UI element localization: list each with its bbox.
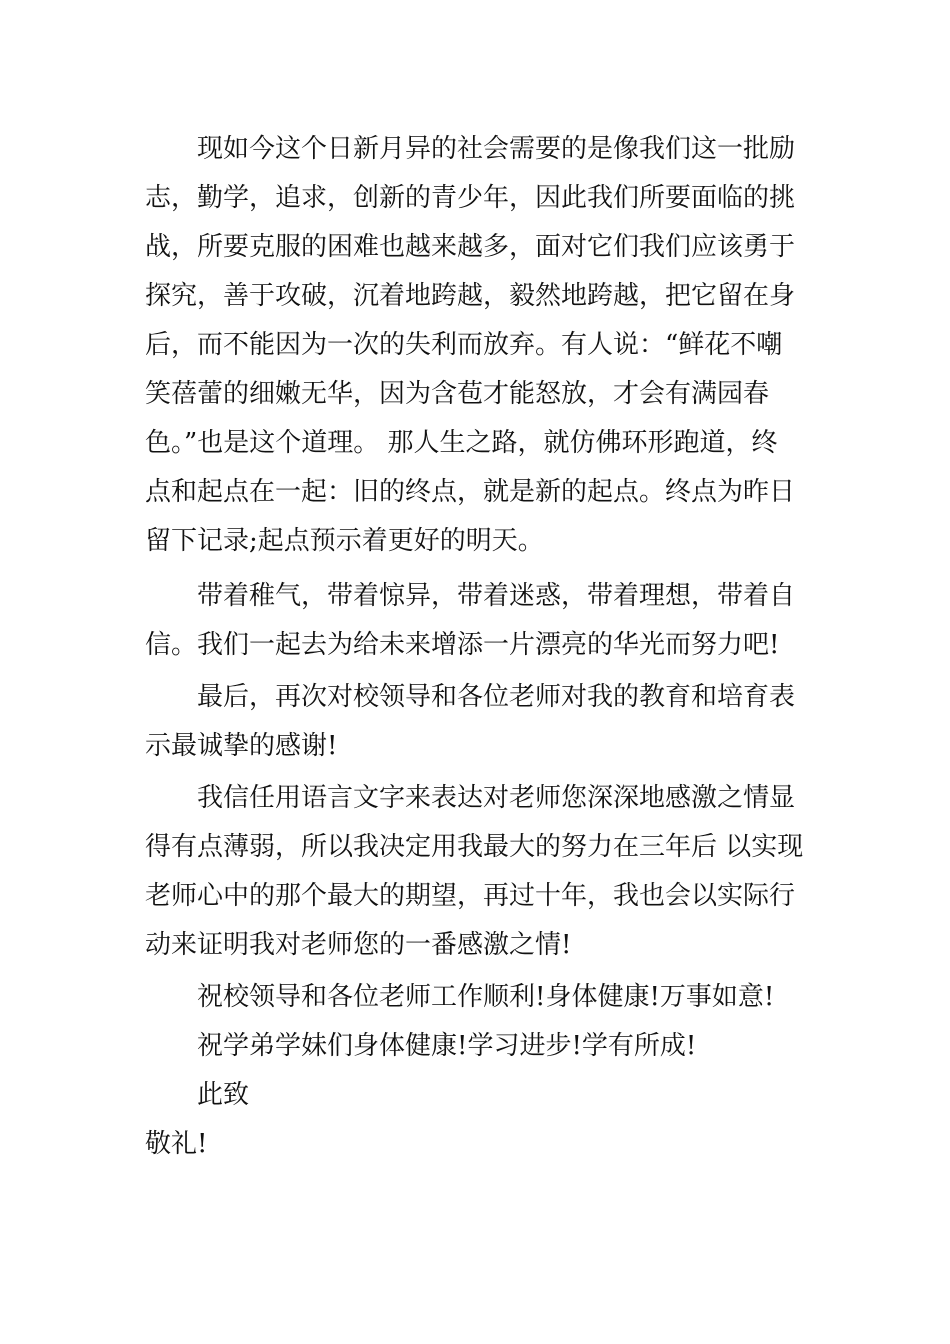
paragraph-1-line-8: 点和起点在一起：旧的终点，就是新的起点。终点为昨日	[145, 477, 796, 507]
paragraph-1-line-6: 笑蓓蕾的细嫩无华，因为含苞才能怒放，才会有满园春	[145, 379, 770, 409]
paragraph-4-line-2: 得有点薄弱，所以我决定用我最大的努力在三年后 以实现	[145, 832, 804, 862]
paragraph-2-line-1: 带着稚气，带着惊异，带着迷惑，带着理想，带着自	[197, 581, 796, 611]
wishes-line-2: 祝学弟学妹们身体健康!学习进步!学有所成!	[197, 1031, 697, 1061]
paragraph-1-line-9: 留下记录;起点预示着更好的明天。	[145, 526, 544, 556]
paragraph-3-line-1: 最后，再次对校领导和各位老师对我的教育和培育表	[197, 682, 796, 712]
paragraph-4-line-1: 我信任用语言文字来表达对老师您深深地感激之情显	[197, 783, 796, 813]
closing-cizhi: 此致	[197, 1080, 250, 1110]
paragraph-3-line-2: 示最诚挚的感谢!	[145, 731, 338, 761]
closing-jingli: 敬礼!	[145, 1129, 208, 1159]
paragraph-4-line-3: 老师心中的那个最大的期望，再过十年，我也会以实际行	[145, 881, 796, 911]
wishes-line-1: 祝校领导和各位老师工作顺利!身体健康!万事如意!	[197, 982, 775, 1012]
paragraph-1-line-1: 现如今这个日新月异的社会需要的是像我们这一批励	[197, 134, 796, 164]
paragraph-1-line-3: 战，所要克服的困难也越来越多，面对它们我们应该勇于	[145, 232, 796, 262]
paragraph-2-line-2: 信。我们一起去为给未来增添一片漂亮的华光而努力吧!	[145, 630, 780, 660]
paragraph-1-line-4: 探究，善于攻破，沉着地跨越，毅然地跨越，把它留在身	[145, 281, 796, 311]
paragraph-1-line-5: 后，而不能因为一次的失利而放弃。有人说：“鲜花不嘲	[145, 330, 783, 360]
paragraph-1-line-2: 志，勤学，追求，创新的青少年，因此我们所要面临的挑	[145, 183, 796, 213]
paragraph-1-line-7: 色。”也是这个道理。 那人生之路，就仿佛环形跑道，终	[145, 428, 778, 458]
paragraph-4-line-4: 动来证明我对老师您的一番感激之情!	[145, 930, 572, 960]
